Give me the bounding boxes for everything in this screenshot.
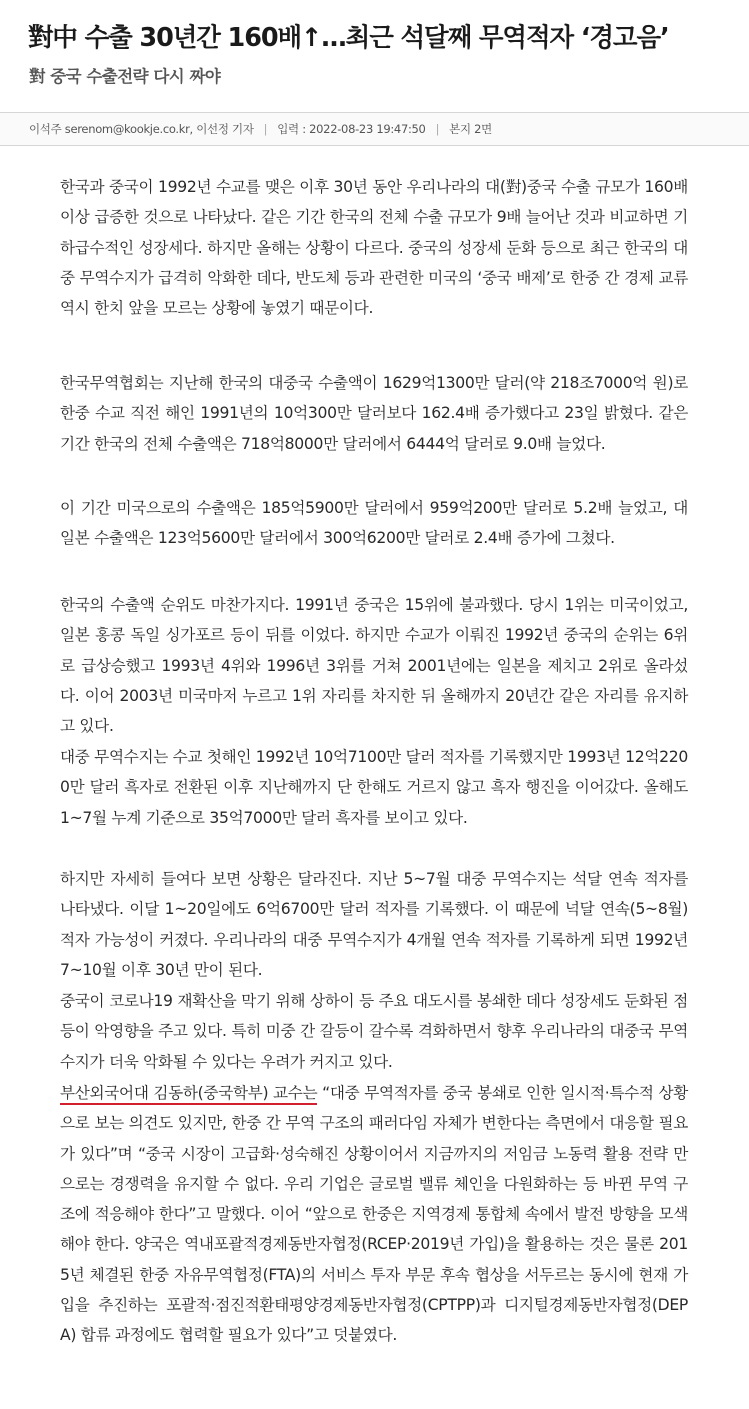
paragraph: 중국이 코로나19 재확산을 막기 위해 상하이 등 주요 대도시를 봉쇄한 데다 성장세도 둔화된 점 등이 악영향을 주고 있다. 특히 미중 간 갈등이 갈수록 격화하면서 향후 우리나라의 대중국 무역수지가 더욱 악화될 수 있다는 우려가 커지고 있다. <box>60 992 688 1071</box>
paragraph: 이 기간 미국으로의 수출액은 185억5900만 달러에서 959억200만 달러로 5.2배 늘었고, 대일본 수출액은 123억5600만 달러에서 300억6200만 달러로 2.4배 증가에 그쳤다. <box>60 499 688 548</box>
highlighted-source: 부산외국어대 김동하(중국학부) 교수는 <box>60 1084 317 1105</box>
article-meta <box>0 112 749 146</box>
quote-text: “대중 무역적자를 중국 봉쇄로 인한 일시적·특수적 상황으로 보는 의견도 있지만, 한중 간 무역 구조의 패러다임 자체가 변한다는 측면에서 대응할 필요가 있다”며 “중국 시장이 고급화·성숙해진 상황이어서 지금까지의 저임금 노동력 활용 전략 만으로는 경쟁력을 유지할 수 없다. 우리 기업은 글로벌 밸류 체인을 다원화하는 등 바뀐 무역 구조에 적응해야 한다”고 말했다. 이어 “앞으로 한중은 지역경제 통합체 속에서 발전 방향을 모색해야 한다. 양국은 역내포괄적경제동반자협정(RCEP·2019년 가입)을 활용하는 것은 물론 2015년 체결된 한중 자유무역협정(FTA)의 서비스 투자 부문 후속 협상을 서두르는 동시에 현재 가입을 추진하는 포괄적·점진적환태평양경제동반자협정(CPTPP)과 디지털경제동반자협정(DEPA) 합류 과정에도 협력할 필요가 있다”고 덧붙였다. <box>60 1084 688 1345</box>
paragraph: 대중 무역수지는 수교 첫해인 1992년 10억7100만 달러 적자를 기록했지만 1993년 12억2200만 달러 흑자로 전환된 이후 지난해까지 단 한해도 거르지 않고 흑자 행진을 이어갔다. 올해도 1~7월 누계 기준으로 35억7000만 달러 흑자를 보이고 있다. <box>60 748 688 827</box>
paragraph: 한국무역협회는 지난해 한국의 대중국 수출액이 1629억1300만 달러(약 218조7000억 원)로 한중 수교 직전 해인 1991년의 10억300만 달러보다 162.4배 증가했다고 23일 밝혔다. 같은 기간 한국의 전체 수출액은 718억8000만 달러에서 6444억 달러로 9.0배 늘었다. <box>60 374 688 453</box>
paragraph: 한국과 중국이 1992년 수교를 맺은 이후 30년 동안 우리나라의 대(對)중국 수출 규모가 160배 이상 급증한 것으로 나타났다. 같은 기간 한국의 전체 수출 규모가 9배 늘어난 것과 비교하면 기하급수적인 성장세다. 하지만 올해는 상황이 다르다. 중국의 성장세 둔화 등으로 최근 한국의 대중 무역수지가 급격히 악화한 데다, 반도체 등과 관련한 미국의 ‘중국 배제’로 한중 간 경제 교류 역시 한치 앞을 모르는 상황에 놓였기 때문이다. <box>60 178 688 318</box>
byline: 이석주 serenom@kookje.co.kr, 이선정 기자 <box>29 122 254 136</box>
publish-date: 입력 : 2022-08-23 19:47:50 <box>277 122 426 136</box>
quote-paragraph <box>60 1078 688 1351</box>
headline: 對中 수출 30년간 160배↑…최근 석달째 무역적자 ‘경고음’ <box>28 23 669 53</box>
meta-separator: | <box>263 122 268 136</box>
paragraph: 한국의 수출액 순위도 마찬가지다. 1991년 중국은 15위에 불과했다. 당시 1위는 미국이었고, 일본 홍콩 독일 싱가포르 등이 뒤를 이었다. 하지만 수교가 이뤄진 1992년 중국의 순위는 6위로 급상승했고 1993년 4위와 1996년 3위를 거쳐 2001년에는 일본을 제치고 2위로 올라섰다. 이어 2003년 미국마저 누르고 1위 자리를 차지한 뒤 올해까지 20년간 같은 자리를 유지하고 있다. <box>60 596 688 736</box>
paragraph: 하지만 자세히 들여다 보면 상황은 달라진다. 지난 5~7월 대중 무역수지는 석달 연속 적자를 나타냈다. 이달 1~20일에도 6억6700만 달러 적자를 기록했다. 이 때문에 넉달 연속(5~8월) 적자 가능성이 커졌다. 우리나라의 대중 무역수지가 4개월 연속 적자를 기록하게 되면 1992년 7~10월 이후 30년 만이 된다. <box>60 870 688 979</box>
meta-separator: | <box>435 122 440 136</box>
subheadline: 對 중국 수출전략 다시 짜야 <box>29 67 221 86</box>
print-page: 본지 2면 <box>449 122 492 136</box>
